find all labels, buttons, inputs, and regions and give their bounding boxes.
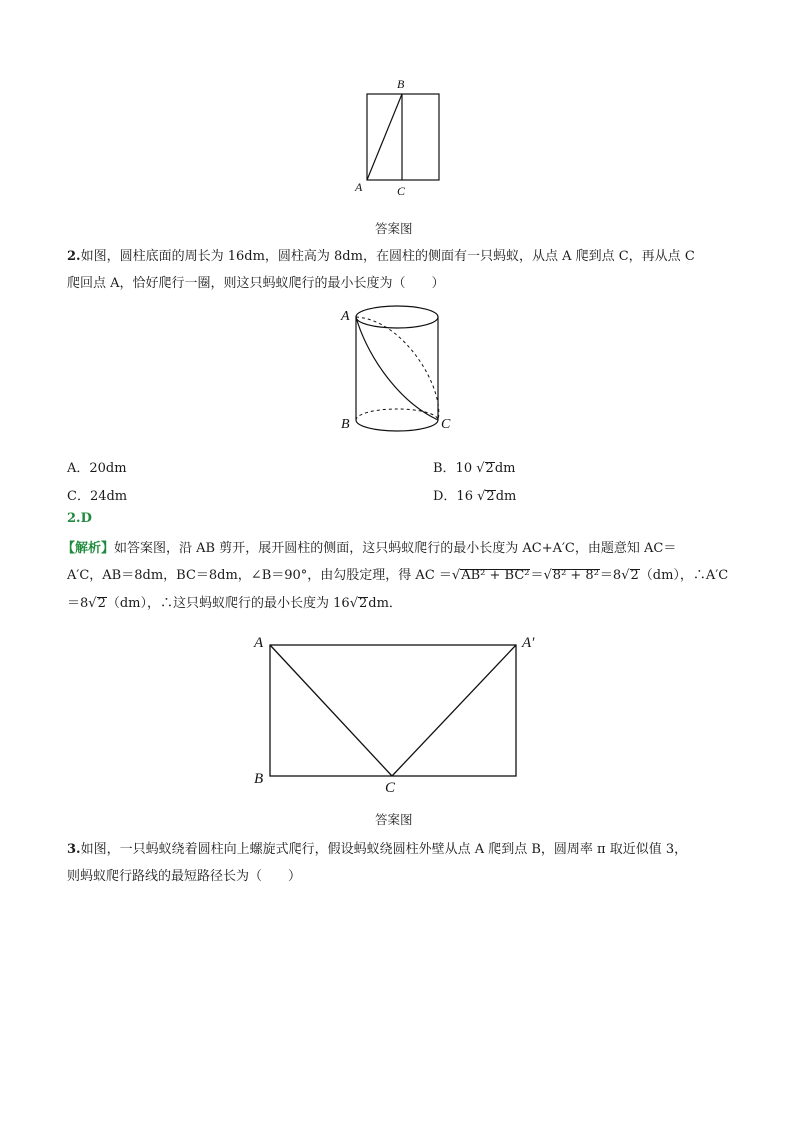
- figure2-label-b: B: [254, 771, 264, 787]
- figure2-line-a-prime-c: [392, 645, 516, 776]
- figure2-label-c: C: [385, 780, 396, 796]
- option-d-radicand: 2: [486, 489, 495, 504]
- answer-line3: ＝8√2（dm），∴这只蚂蚁爬行的最小长度为 16√2dm．: [67, 596, 402, 611]
- cylinder-label-a: A: [341, 309, 350, 324]
- figure2-line-ac: [270, 645, 392, 776]
- figure2-caption: 答案图: [375, 812, 413, 827]
- option-b: B．10 √2dm: [433, 461, 516, 476]
- option-a: A．20dm: [67, 461, 127, 476]
- option-b-unit: dm: [494, 461, 516, 476]
- option-d-unit: dm: [495, 489, 517, 504]
- answer-line3-a: ＝8: [67, 596, 89, 611]
- cylinder-bottom-back: [356, 409, 438, 420]
- figure1-rect: [367, 94, 439, 180]
- figure1-diagram: [350, 74, 450, 198]
- q2-number: 2.: [67, 249, 81, 264]
- q2-text-line1: 如图，圆柱底面的周长为 16dm，圆柱高为 8dm，在圆柱的侧面有一只蚂蚁，从点 A 爬到点 C，再从点 C: [80, 249, 695, 264]
- answer-line3-rad: 2: [97, 596, 106, 611]
- cylinder-diagram: [335, 300, 460, 440]
- cylinder-label-c: C: [441, 417, 451, 432]
- q2-line1: [67, 245, 695, 264]
- answer-line2-rad2: 8² + 8²: [552, 568, 599, 583]
- figure2-rect: [270, 645, 516, 776]
- option-d: D．16 √2dm: [433, 489, 517, 504]
- q3-number: 3.: [67, 842, 81, 857]
- answer-line1-text: 如答案图，沿 AB 剪开，展开圆柱的侧面，这只蚂蚁爬行的最小长度为 AC+A′C，由题意知 AC＝: [114, 541, 677, 556]
- cylinder-label-b: B: [341, 417, 350, 432]
- option-c: C．24dm: [67, 489, 128, 504]
- option-b-radicand: 2: [485, 461, 494, 476]
- option-b-prefix: B．10: [433, 461, 473, 476]
- cylinder-back-path: [356, 317, 439, 420]
- option-d-prefix: D．16: [433, 489, 473, 504]
- q3-text-line1: 如图，一只蚂蚁绕着圆柱向上螺旋式爬行，假设蚂蚁绕圆柱外壁从点 A 爬到点 B，圆周率 π 取近似值 3，: [80, 842, 688, 857]
- figure2-label-a: A: [254, 635, 264, 651]
- answer-line2-d: ＝8: [599, 568, 622, 583]
- q2-text-line2: 爬回点 A，恰好爬行一圈，则这只蚂蚁爬行的最小长度为（ ）: [67, 276, 445, 291]
- cylinder-front-path: [356, 317, 438, 420]
- answer-line3-c: dm．: [368, 596, 402, 611]
- answer-line2-rad1: AB² + BC²: [461, 568, 530, 583]
- answer-line3-rad2: 2: [358, 596, 368, 611]
- answer-line2-eq1: ＝: [438, 568, 452, 583]
- answer-line3-b: （dm），∴这只蚂蚁爬行的最小长度为 16: [106, 596, 350, 611]
- figure2-diagram: [245, 628, 550, 800]
- q3-text-line2: 则蚂蚁爬行路线的最短路径长为（ ）: [67, 869, 302, 884]
- figure1-caption: 答案图: [375, 221, 413, 236]
- q3-line1: [67, 838, 687, 857]
- answer-line2-eq2: ＝: [530, 568, 544, 583]
- answer-label: 2.D: [67, 511, 92, 526]
- answer-line2-e: （dm），∴A′C: [639, 568, 729, 583]
- answer-line2-a: A′C，AB＝8dm，BC＝8dm，∠B＝90°，由勾股定理，得 AC: [67, 568, 435, 583]
- cylinder-top-ellipse: [356, 306, 438, 328]
- figure1-ab-line: [367, 94, 402, 180]
- cylinder-bottom-front: [356, 420, 438, 431]
- figure2-label-a-prime: A′: [522, 635, 535, 651]
- answer-tag: 【解析】: [62, 541, 115, 556]
- answer-line1: [62, 537, 676, 556]
- figure1-label-b: B: [397, 77, 405, 91]
- answer-line2-rad3: 2: [630, 568, 639, 583]
- answer-line2: A′C，AB＝8dm，BC＝8dm，∠B＝90°，由勾股定理，得 AC ＝√AB² + BC²＝√8² + 8²＝8√2（dm），∴A′C: [67, 568, 729, 583]
- figure1-label-a: A: [355, 180, 363, 194]
- figure1-label-c: C: [397, 184, 406, 198]
